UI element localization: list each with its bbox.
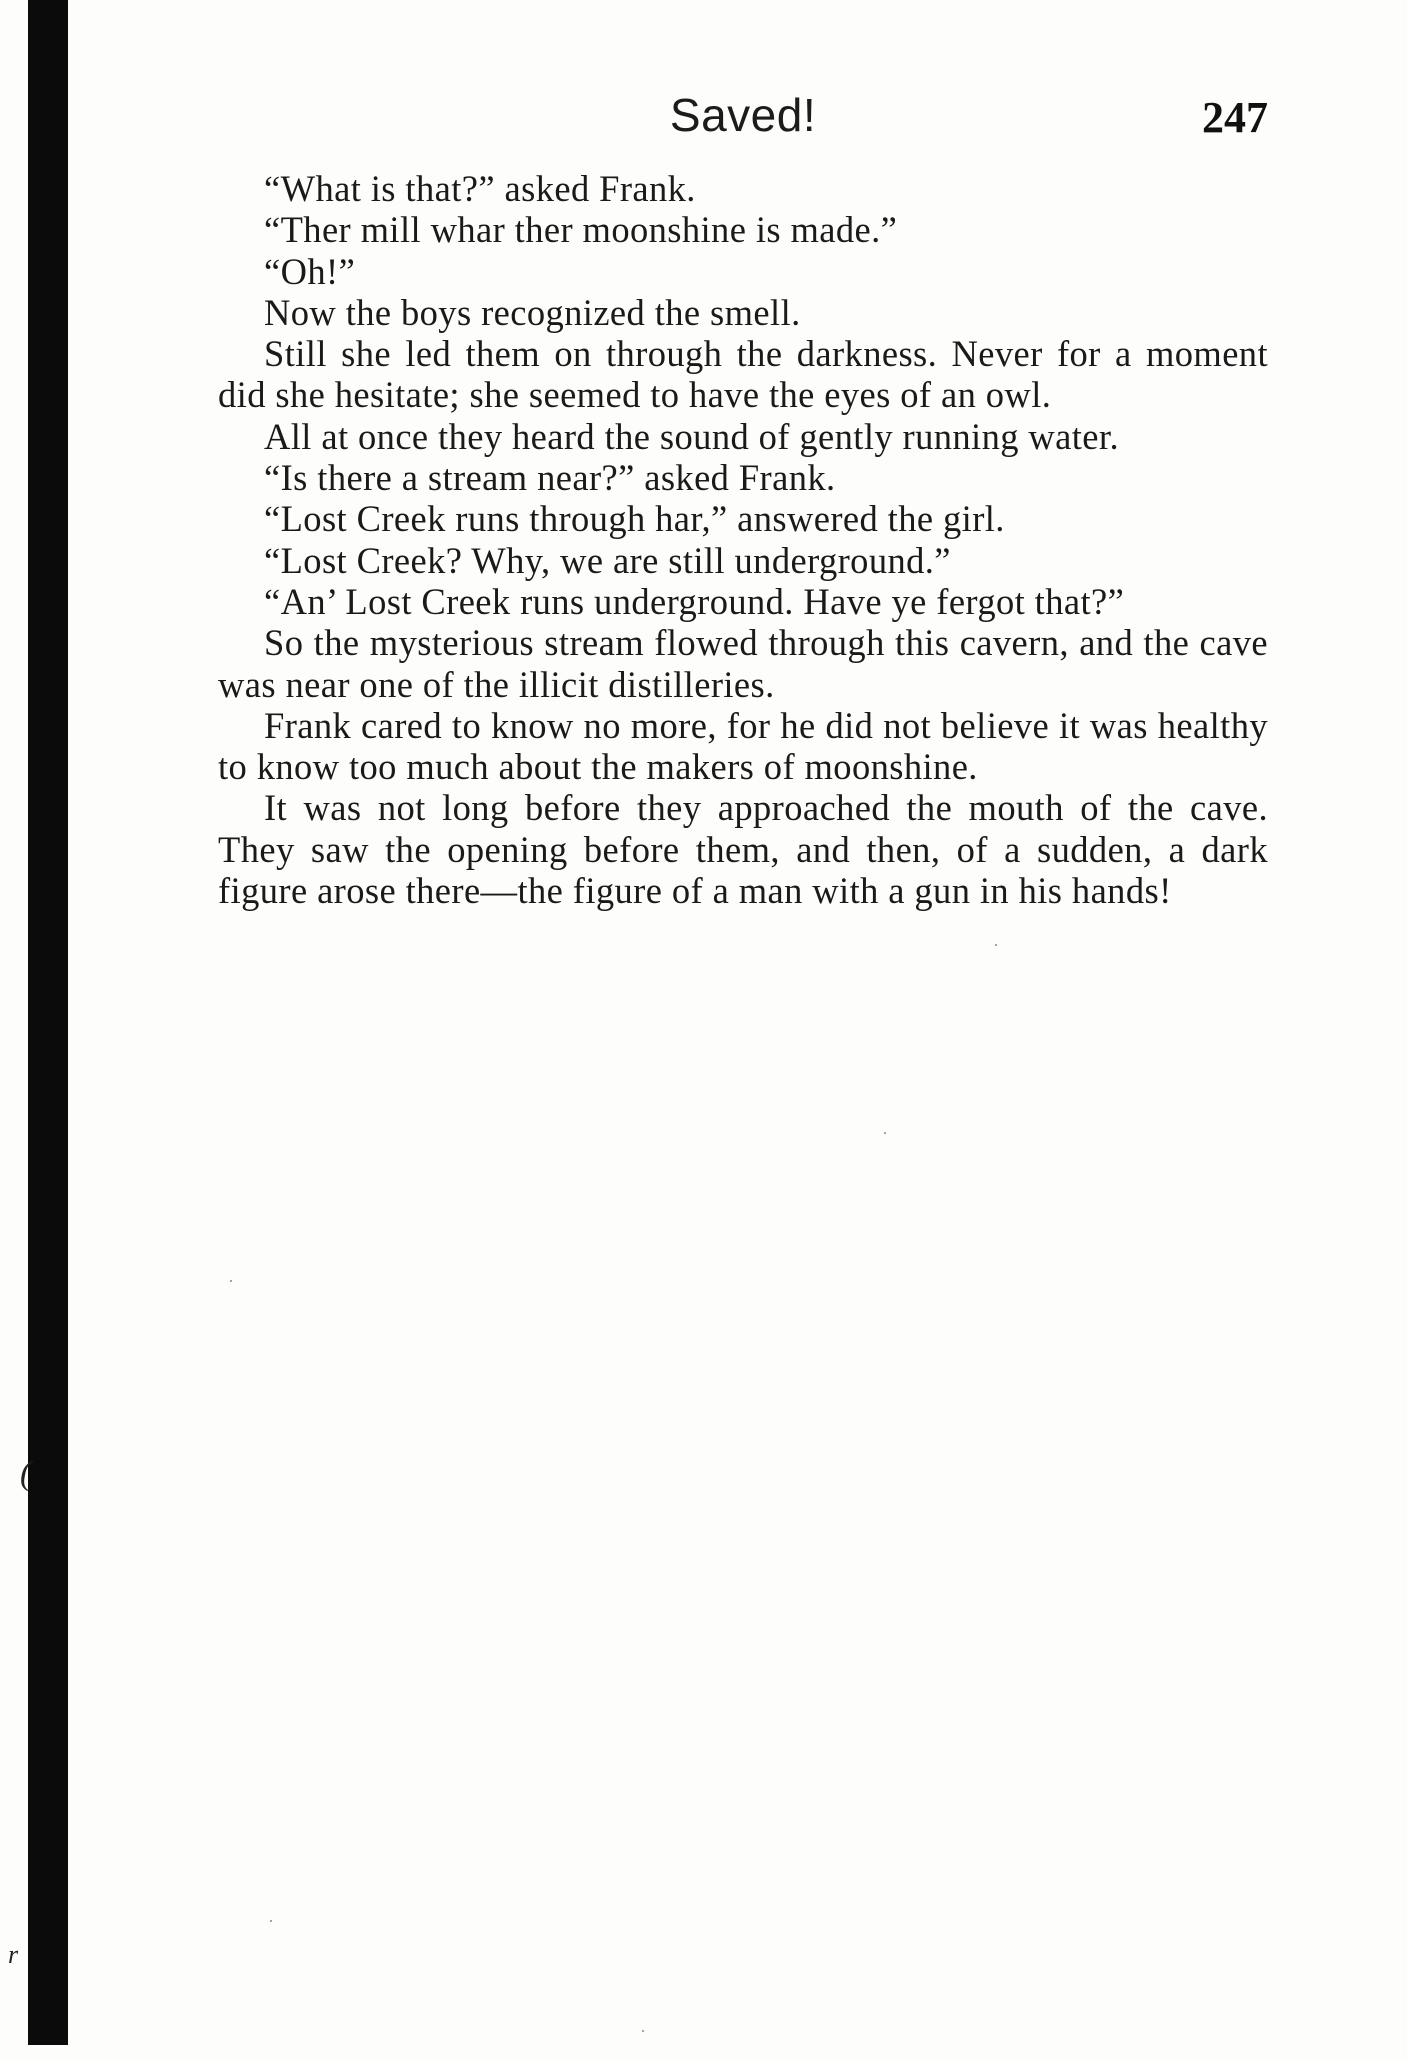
margin-mark: r xyxy=(8,1940,19,1969)
paragraph: Still she led them on through the darkness. Never for a moment did she hesitate; she seemed to have the eyes of an owl. xyxy=(218,333,1268,416)
binding-shadow xyxy=(28,0,68,2045)
speck xyxy=(270,1920,272,1922)
paragraph: “Ther mill whar ther moonshine is made.” xyxy=(264,209,898,251)
paragraph: Frank cared to know no more, for he did not believe it was healthy to know too much about the makers of moonshine. xyxy=(218,704,1268,788)
speck xyxy=(995,944,997,946)
paragraph: “An’ Lost Creek runs underground. Have ye fergot that?” xyxy=(264,580,1125,622)
page-header xyxy=(218,88,1268,158)
speck xyxy=(642,2030,644,2032)
speck xyxy=(230,1280,232,1282)
running-head: Saved! xyxy=(669,89,817,141)
paragraph: All at once they heard the sound of gently running water. xyxy=(264,415,1119,457)
paragraph: “Lost Creek? Why, we are still underground.” xyxy=(264,539,951,581)
paragraph: “Oh!” xyxy=(264,250,356,292)
margin-mark: ( xyxy=(20,1455,32,1492)
paragraph: “What is that?” asked Frank. xyxy=(264,168,696,209)
paragraph: “Lost Creek runs through har,” answered the girl. xyxy=(264,498,1005,540)
page-number: 247 xyxy=(1202,93,1268,142)
body-text xyxy=(218,168,1268,911)
paragraph: Now the boys recognized the smell. xyxy=(264,291,801,333)
paragraph: “Is there a stream near?” asked Frank. xyxy=(264,457,836,499)
speck xyxy=(884,1132,886,1134)
paragraph: It was not long before they approached the mouth of the cave. They saw the opening before them, and then, of a sudden, a dark figure arose there—the figure of a man with a gun in his hands! xyxy=(218,787,1268,912)
paragraph: So the mysterious stream flowed through this cavern, and the cave was near one of the illicit distilleries. xyxy=(218,622,1268,705)
